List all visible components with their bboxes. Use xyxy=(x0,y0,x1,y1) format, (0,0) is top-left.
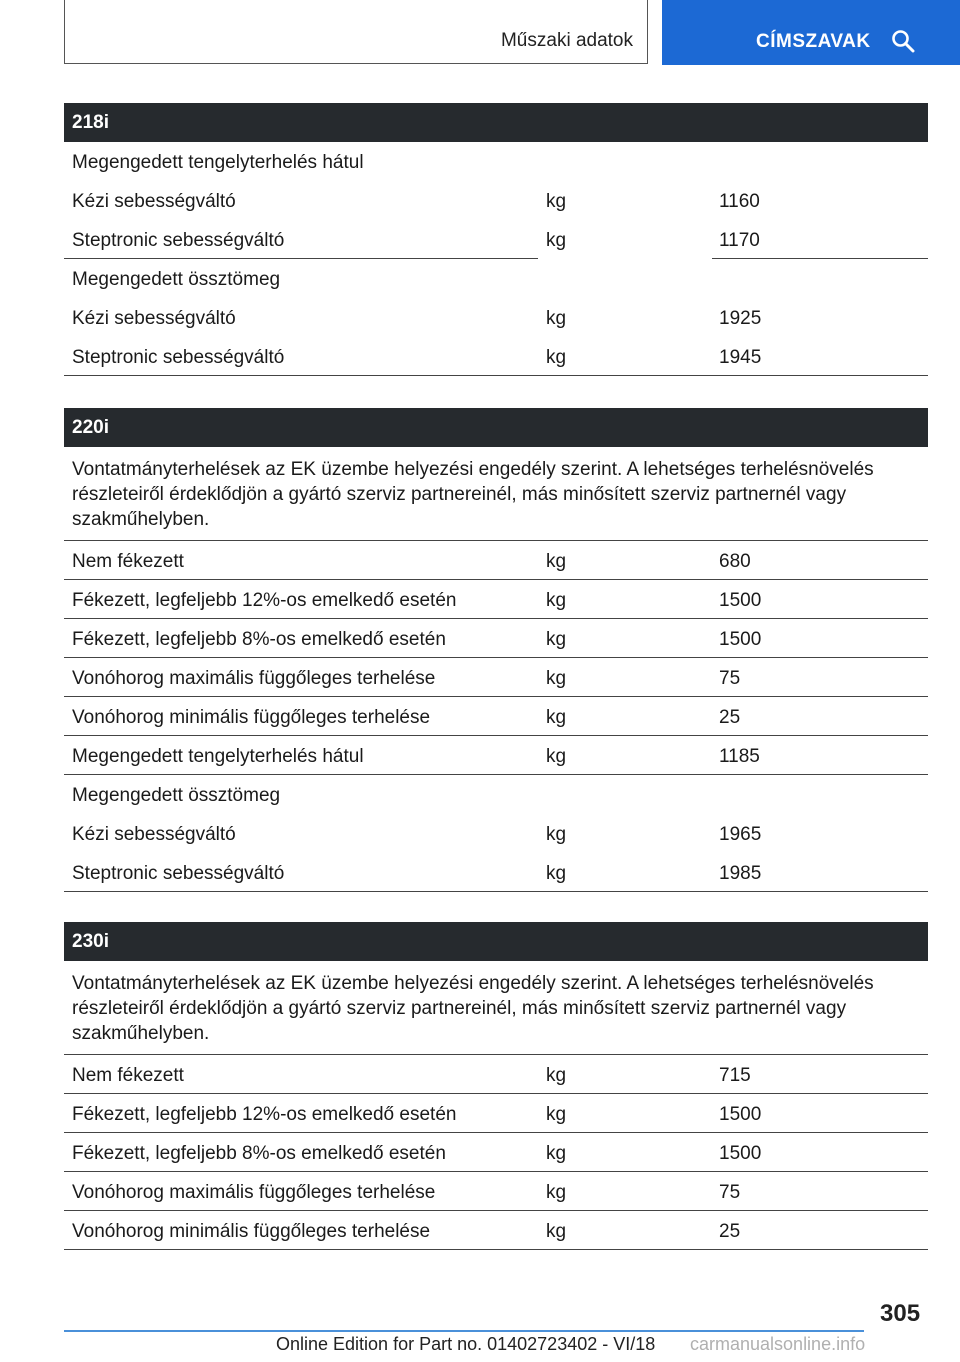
row-unit: kg xyxy=(546,1104,567,1125)
row-value: 1945 xyxy=(719,347,762,368)
edition-text: Online Edition for Part no. 01402723402 - VI/18 xyxy=(276,1334,656,1354)
table-220i xyxy=(64,408,928,892)
row-label: Kézi sebességváltó xyxy=(72,824,236,845)
row-value: 1160 xyxy=(719,191,760,212)
row-unit: kg xyxy=(546,863,567,884)
table-230i xyxy=(64,922,928,1250)
table-row xyxy=(64,853,928,892)
row-value: 1185 xyxy=(719,746,760,767)
table-row xyxy=(64,298,928,337)
table-row xyxy=(64,736,928,775)
row-value: 75 xyxy=(719,668,741,689)
table-note: Vontatmányterhelések az EK üzembe helyezési engedély szerint. A lehetséges terhelésnövelés részleteiről érdeklődjön a gyártó szerviz partnereinél, más minősített szerviz partnernél vagy szakműhelyben. xyxy=(72,459,874,530)
row-unit: kg xyxy=(546,668,567,689)
table-row xyxy=(64,1211,928,1250)
index-button-label: CÍMSZAVAK xyxy=(756,31,871,52)
table-row xyxy=(64,658,928,697)
table-row xyxy=(64,1133,928,1172)
row-unit: kg xyxy=(546,551,567,572)
row-label: Kézi sebességváltó xyxy=(72,308,236,329)
row-value: 1965 xyxy=(719,824,762,845)
row-divider xyxy=(64,375,928,376)
row-value: 680 xyxy=(719,551,751,572)
table-row xyxy=(64,814,928,853)
table-row xyxy=(64,1094,928,1133)
table-row xyxy=(64,1172,928,1211)
table-row xyxy=(64,220,928,259)
row-label: Vonóhorog maximális függőleges terhelése xyxy=(72,1182,436,1203)
row-value: 1500 xyxy=(719,629,762,650)
row-label: Fékezett, legfeljebb 8%-os emelkedő esetén xyxy=(72,629,446,650)
row-label: Vonóhorog maximális függőleges terhelése xyxy=(72,668,436,689)
table-row xyxy=(64,337,928,376)
search-icon[interactable] xyxy=(891,29,915,53)
row-label: Steptronic sebességváltó xyxy=(72,347,285,368)
row-value: 1170 xyxy=(719,230,760,251)
row-divider xyxy=(64,891,928,892)
row-unit: kg xyxy=(546,707,567,728)
row-value: 25 xyxy=(719,1221,741,1242)
row-unit: kg xyxy=(546,1221,567,1242)
table-row xyxy=(64,697,928,736)
page-number: 305 xyxy=(880,1300,921,1327)
row-label: Nem fékezett xyxy=(72,1065,184,1086)
row-label: Kézi sebességváltó xyxy=(72,191,236,212)
table-note: Vontatmányterhelések az EK üzembe helyezési engedély szerint. A lehetséges terhelésnövelés részleteiről érdeklődjön a gyártó szerviz partnereinél, más minősített szerviz partnernél vagy szakműhelyben. xyxy=(72,973,874,1044)
row-unit: kg xyxy=(546,824,567,845)
table-title-230i: 230i xyxy=(64,922,928,961)
row-value: 1985 xyxy=(719,863,762,884)
row-unit: kg xyxy=(546,230,567,251)
row-unit: kg xyxy=(546,1143,567,1164)
row-label: Steptronic sebességváltó xyxy=(72,863,285,884)
section-title: Műszaki adatok xyxy=(500,30,633,51)
table-row xyxy=(64,775,928,814)
row-label: Vonóhorog minimális függőleges terhelése xyxy=(72,707,431,728)
index-button[interactable] xyxy=(662,0,960,65)
row-label: Megengedett tengelyterhelés hátul xyxy=(72,746,364,767)
watermark: carmanualsonline.info xyxy=(690,1334,866,1354)
row-value: 75 xyxy=(719,1182,741,1203)
row-unit: kg xyxy=(546,1065,567,1086)
row-unit: kg xyxy=(546,629,567,650)
row-label: Fékezett, legfeljebb 12%-os emelkedő esetén xyxy=(72,590,457,611)
row-divider xyxy=(64,1249,928,1250)
row-label: Fékezett, legfeljebb 8%-os emelkedő esetén xyxy=(72,1143,446,1164)
table-218i xyxy=(64,103,928,376)
table-row xyxy=(64,142,928,181)
row-label: Vonóhorog minimális függőleges terhelése xyxy=(72,1221,431,1242)
table-row xyxy=(64,541,928,580)
table-title-218i: 218i xyxy=(64,103,928,142)
row-value: 715 xyxy=(719,1065,751,1086)
table-row xyxy=(64,619,928,658)
table-row xyxy=(64,259,928,298)
table-row xyxy=(64,1055,928,1094)
table-row xyxy=(64,181,928,220)
row-unit: kg xyxy=(546,308,567,329)
row-value: 1500 xyxy=(719,590,762,611)
row-label: Steptronic sebességváltó xyxy=(72,230,285,251)
row-value: 1925 xyxy=(719,308,762,329)
footer-divider xyxy=(64,1330,864,1332)
row-unit: kg xyxy=(546,590,567,611)
row-label: Megengedett össztömeg xyxy=(72,269,281,290)
row-value: 1500 xyxy=(719,1143,762,1164)
row-label: Nem fékezett xyxy=(72,551,184,572)
table-row xyxy=(64,580,928,619)
row-value: 25 xyxy=(719,707,741,728)
table-title-220i: 220i xyxy=(64,408,928,447)
row-unit: kg xyxy=(546,347,567,368)
row-value: 1500 xyxy=(719,1104,762,1125)
row-unit: kg xyxy=(546,746,567,767)
row-unit: kg xyxy=(546,1182,567,1203)
row-label: Fékezett, legfeljebb 12%-os emelkedő esetén xyxy=(72,1104,457,1125)
row-label: Megengedett össztömeg xyxy=(72,785,281,806)
header-section-title-box xyxy=(64,0,648,64)
row-label: Megengedett tengelyterhelés hátul xyxy=(72,152,364,173)
row-unit: kg xyxy=(546,191,567,212)
